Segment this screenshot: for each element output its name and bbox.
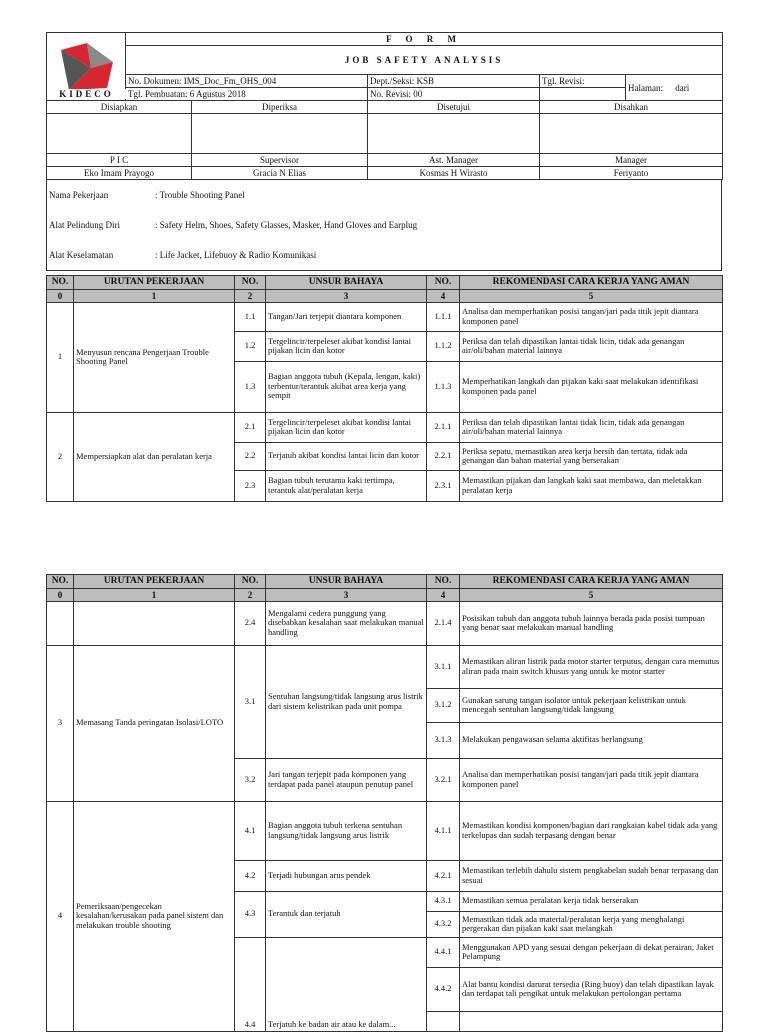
recommendation-text — [460, 1011, 723, 1031]
recommendation-text: Periksa sepatu, memastikan area kerja bersih dan tertata, tidak ada genangan dan bahan material yang berserakan — [460, 442, 723, 470]
hazard-text: Bagian anggota tubuh (Kepala, lengan, kaki) terbentur/terantuk akibat area kerja yang sempit — [266, 361, 427, 412]
document-title: JOB SAFETY ANALYSIS — [126, 46, 723, 75]
col-header: NO. — [427, 276, 460, 290]
revision-date-value — [540, 88, 626, 101]
col-header: UNSUR BAHAYA — [266, 276, 427, 290]
step-number: 3 — [47, 645, 74, 801]
col-number: 2 — [235, 289, 266, 302]
hazard-text: Jari tangan terjepit pada komponen yang terdapat pada panel ataupun penutup panel — [266, 758, 427, 801]
hazard-text: Terjadi hubungan arus pendek — [266, 860, 427, 891]
recommendation-number: 1.1.3 — [427, 361, 460, 412]
signature-box — [192, 114, 368, 154]
hazard-number: 4.4 — [235, 937, 266, 1031]
page-label: Halaman: — [628, 82, 663, 93]
step-number: 2 — [47, 412, 74, 501]
recommendation-text: Periksa dan telah dipastikan lantai tidak licin, tidak ada genangan air/oli/bahan material lainnya — [460, 412, 723, 442]
info-label: Alat Pelindung Diri — [49, 220, 120, 230]
hazard-text: Terjatuh akibat kondisi lantai licin dan kotor — [266, 442, 427, 470]
info-value: : Trouble Shooting Panel — [155, 190, 245, 200]
position-manager: Manager — [540, 154, 723, 167]
info-row — [47, 180, 721, 210]
info-value: : Life Jacket, Lifebuoy & Radio Komunikasi — [155, 250, 317, 260]
recommendation-number: 4.1.1 — [427, 801, 460, 860]
col-number: 4 — [427, 289, 460, 302]
hazard-number: 1.3 — [235, 361, 266, 412]
hazard-text: Tergelincir/terpeleset akibat kondisi lantai pijakan licin dan kotor — [266, 331, 427, 361]
signer-name: Eko Imam Prayogo — [47, 167, 192, 180]
step-text: Mempersiapkan alat dan peralatan kerja — [74, 412, 235, 501]
form-title: F O R M — [126, 33, 723, 46]
hazard-number: 3.2 — [235, 758, 266, 801]
hazard-number: 4.2 — [235, 860, 266, 891]
recommendation-text: Memastikan terlebih dahulu sistem pengkabelan sudah benar terpasang dan sesuai — [460, 860, 723, 891]
col-header: URUTAN PEKERJAAN — [74, 276, 235, 290]
recommendation-text: Menggunakan APD yang sesuai dengan pekerjaan di dekat perairan, Jaket Pelampung — [460, 937, 723, 967]
recommendation-text: Gunakan sarung tangan isolator untuk pekerjaan kelistrikan untuk mencegah sentuhan langsung/tidak langsung — [460, 688, 723, 722]
hazard-text: Mengalami cedera punggung yang disebabkan kesalahan saat melakukan manual handling — [266, 601, 427, 645]
info-label: Nama Pekerjaan — [49, 190, 109, 200]
recommendation-text: Memastikan tidak ada material/peralatan kerja yang menghalangi pergerakan dan pijakan kaki saat melangkah — [460, 911, 723, 937]
recommendation-text: Analisa dan memperhatikan posisi tangan/jari pada titik jepit diantara komponen panel — [460, 758, 723, 801]
recommendation-number: 3.1.1 — [427, 645, 460, 688]
signature-box — [540, 114, 723, 154]
recommendation-text: Periksa dan telah dipastikan lantai tidak licin, tidak ada genangan air/oli/bahan material lainnya — [460, 331, 723, 361]
recommendation-number: 2.2.1 — [427, 442, 460, 470]
jsa-table-2 — [46, 574, 722, 1030]
col-header: NO. — [427, 575, 460, 589]
created-date: Tgl. Pembuatan: 6 Agustus 2018 — [126, 88, 368, 101]
col-header: UNSUR BAHAYA — [266, 575, 427, 589]
col-number: 1 — [74, 289, 235, 302]
hazard-number: 2.1 — [235, 412, 266, 442]
recommendation-number: 3.2.1 — [427, 758, 460, 801]
table-row — [47, 801, 723, 860]
col-number: 5 — [460, 289, 723, 302]
recommendation-number: 4.3.2 — [427, 911, 460, 937]
table-row — [47, 412, 723, 442]
hazard-number: 3.1 — [235, 645, 266, 758]
hazard-text: Terjatuh ke badan air atau ke dalam... — [266, 937, 427, 1031]
page-of-label: dari — [675, 82, 690, 93]
recommendation-text: Analisa dan memperhatikan posisi tangan/jari pada titik jepit diantara komponen panel — [460, 302, 723, 331]
role-prepared: Disiapkan — [100, 102, 138, 112]
hazard-number: 2.4 — [235, 601, 266, 645]
col-number: 4 — [427, 588, 460, 601]
recommendation-number — [427, 1011, 460, 1031]
col-number: 0 — [47, 289, 74, 302]
table-row — [47, 302, 723, 331]
hazard-number: 4.3 — [235, 891, 266, 937]
col-header: NO. — [47, 276, 74, 290]
signature-box — [47, 114, 192, 154]
signer-name: Gracia N Elias — [192, 167, 368, 180]
jsa-table-1 — [46, 275, 722, 502]
info-value: : Safety Helm, Shoes, Safety Glasses, Masker, Hand Gloves and Earplug — [155, 220, 418, 230]
role-approved: Disetujui — [368, 101, 540, 114]
recommendation-text: Alat bantu kondisi darurat tersedia (Ring buoy) dan telah dipastikan layak dan terdapat tali pengikat untuk melakukan pertolongan pertama — [460, 967, 723, 1011]
recommendation-number: 2.1.1 — [427, 412, 460, 442]
form-header — [46, 32, 722, 271]
info-label: Alat Keselamatan — [49, 250, 114, 260]
recommendation-number: 2.3.1 — [427, 470, 460, 501]
job-info — [46, 180, 722, 271]
hazard-text: Bagian anggota tubuh terkena sentuhan langsung/tidak langsung arus listrik — [266, 801, 427, 860]
col-number: 3 — [266, 588, 427, 601]
table-row — [47, 601, 723, 645]
hazard-text: Terantuk dan terjatuh — [266, 891, 427, 937]
col-number: 1 — [74, 588, 235, 601]
recommendation-number: 2.1.4 — [427, 601, 460, 645]
recommendation-number: 1.1.2 — [427, 331, 460, 361]
col-number: 2 — [235, 588, 266, 601]
department: Dept./Seksi: KSB — [368, 75, 540, 88]
recommendation-number: 3.1.3 — [427, 722, 460, 758]
step-text: Menyusun rencana Pengerjaan Trouble Shooting Panel — [74, 302, 235, 412]
signature-box — [368, 114, 540, 154]
hazard-text: Tergelincir/terpeleset akibat kondisi lantai pijakan licin dan kotor — [266, 412, 427, 442]
recommendation-text: Posisikan tubuh dan anggota tubuh lainnya berada pada posisi tumpuan yang benar saat melakukan manual handling — [460, 601, 723, 645]
info-row — [47, 240, 721, 270]
col-header: NO. — [235, 276, 266, 290]
recommendation-number: 3.1.2 — [427, 688, 460, 722]
position-ast-manager: Ast. Manager — [368, 154, 540, 167]
recommendation-text: Memastikan kondisi komponen/bagian dari rangkaian kabel tidak ada yang terkelupas dan sudah terpasang dengan benar — [460, 801, 723, 860]
recommendation-number: 4.2.1 — [427, 860, 460, 891]
step-number: 1 — [47, 302, 74, 412]
company-name: KIDECO — [47, 89, 126, 99]
col-header: NO. — [47, 575, 74, 589]
hazard-text: Tangan/Jari terjepit diantara komponen — [266, 302, 427, 331]
document-number: No. Dokumen: IMS_Doc_Fm_OHS_004 — [126, 75, 368, 88]
page-indicator — [626, 75, 723, 101]
step-text: Pemeriksaan/pengecekan kesalahan/kerusakan pada panel sistem dan melakukan trouble shooting — [74, 801, 235, 1031]
col-header: URUTAN PEKERJAAN — [74, 575, 235, 589]
hazard-number: 2.2 — [235, 442, 266, 470]
signer-name: Feriyanto — [540, 167, 723, 180]
recommendation-text: Melakukan pengawasan selama aktifitas berlangsung — [460, 722, 723, 758]
recommendation-number: 1.1.1 — [427, 302, 460, 331]
kideco-logo-icon — [47, 40, 126, 94]
hazard-text: Bagian tubuh terutama kaki tertimpa, terantuk alat/peralatan kerja — [266, 470, 427, 501]
col-header: NO. — [235, 575, 266, 589]
step-number: 4 — [47, 801, 74, 1031]
step-number — [47, 601, 74, 645]
col-header: REKOMENDASI CARA KERJA YANG AMAN — [460, 575, 723, 589]
info-row — [47, 210, 721, 240]
recommendation-text: Memastikan aliran listrik pada motor starter terputus, dengan cara memutus aliran pada main switch khusus yang untuk ke motor starter — [460, 645, 723, 688]
revision-number: No. Revisi: 00 — [368, 88, 540, 101]
position-supervisor: Supervisor — [192, 154, 368, 167]
col-header: REKOMENDASI CARA KERJA YANG AMAN — [460, 276, 723, 290]
recommendation-number: 4.4.1 — [427, 937, 460, 967]
hazard-number: 1.1 — [235, 302, 266, 331]
col-number: 5 — [460, 588, 723, 601]
col-number: 3 — [266, 289, 427, 302]
hazard-number: 2.3 — [235, 470, 266, 501]
revision-date: Tgl. Revisi: — [540, 75, 626, 88]
hazard-number: 1.2 — [235, 331, 266, 361]
signer-name: Kosmas H Wirasto — [368, 167, 540, 180]
role-ratified: Disahkan — [540, 101, 723, 114]
recommendation-text: Memperhatikan langkah dan pijakan kaki saat melakukan identifikasi komponen pada panel — [460, 361, 723, 412]
recommendation-text: Memastikan semua peralatan kerja tidak berserakan — [460, 891, 723, 911]
col-number: 0 — [47, 588, 74, 601]
recommendation-text: Memastikan pijakan dan langkah kaki saat membawa, dan meletakkan peralatan kerja — [460, 470, 723, 501]
step-text: Memasang Tanda peringatan Isolasi/LOTO — [74, 645, 235, 801]
recommendation-number: 4.4.2 — [427, 967, 460, 1011]
hazard-number: 4.1 — [235, 801, 266, 860]
role-checked: Diperiksa — [192, 101, 368, 114]
hazard-text: Sentuhan langsung/tidak langsung arus listrik dari sistem kelistrikan pada unit pompa — [266, 645, 427, 758]
recommendation-number: 4.3.1 — [427, 891, 460, 911]
table-row — [47, 645, 723, 688]
position-pic: P I C — [47, 154, 192, 167]
step-text — [74, 601, 235, 645]
